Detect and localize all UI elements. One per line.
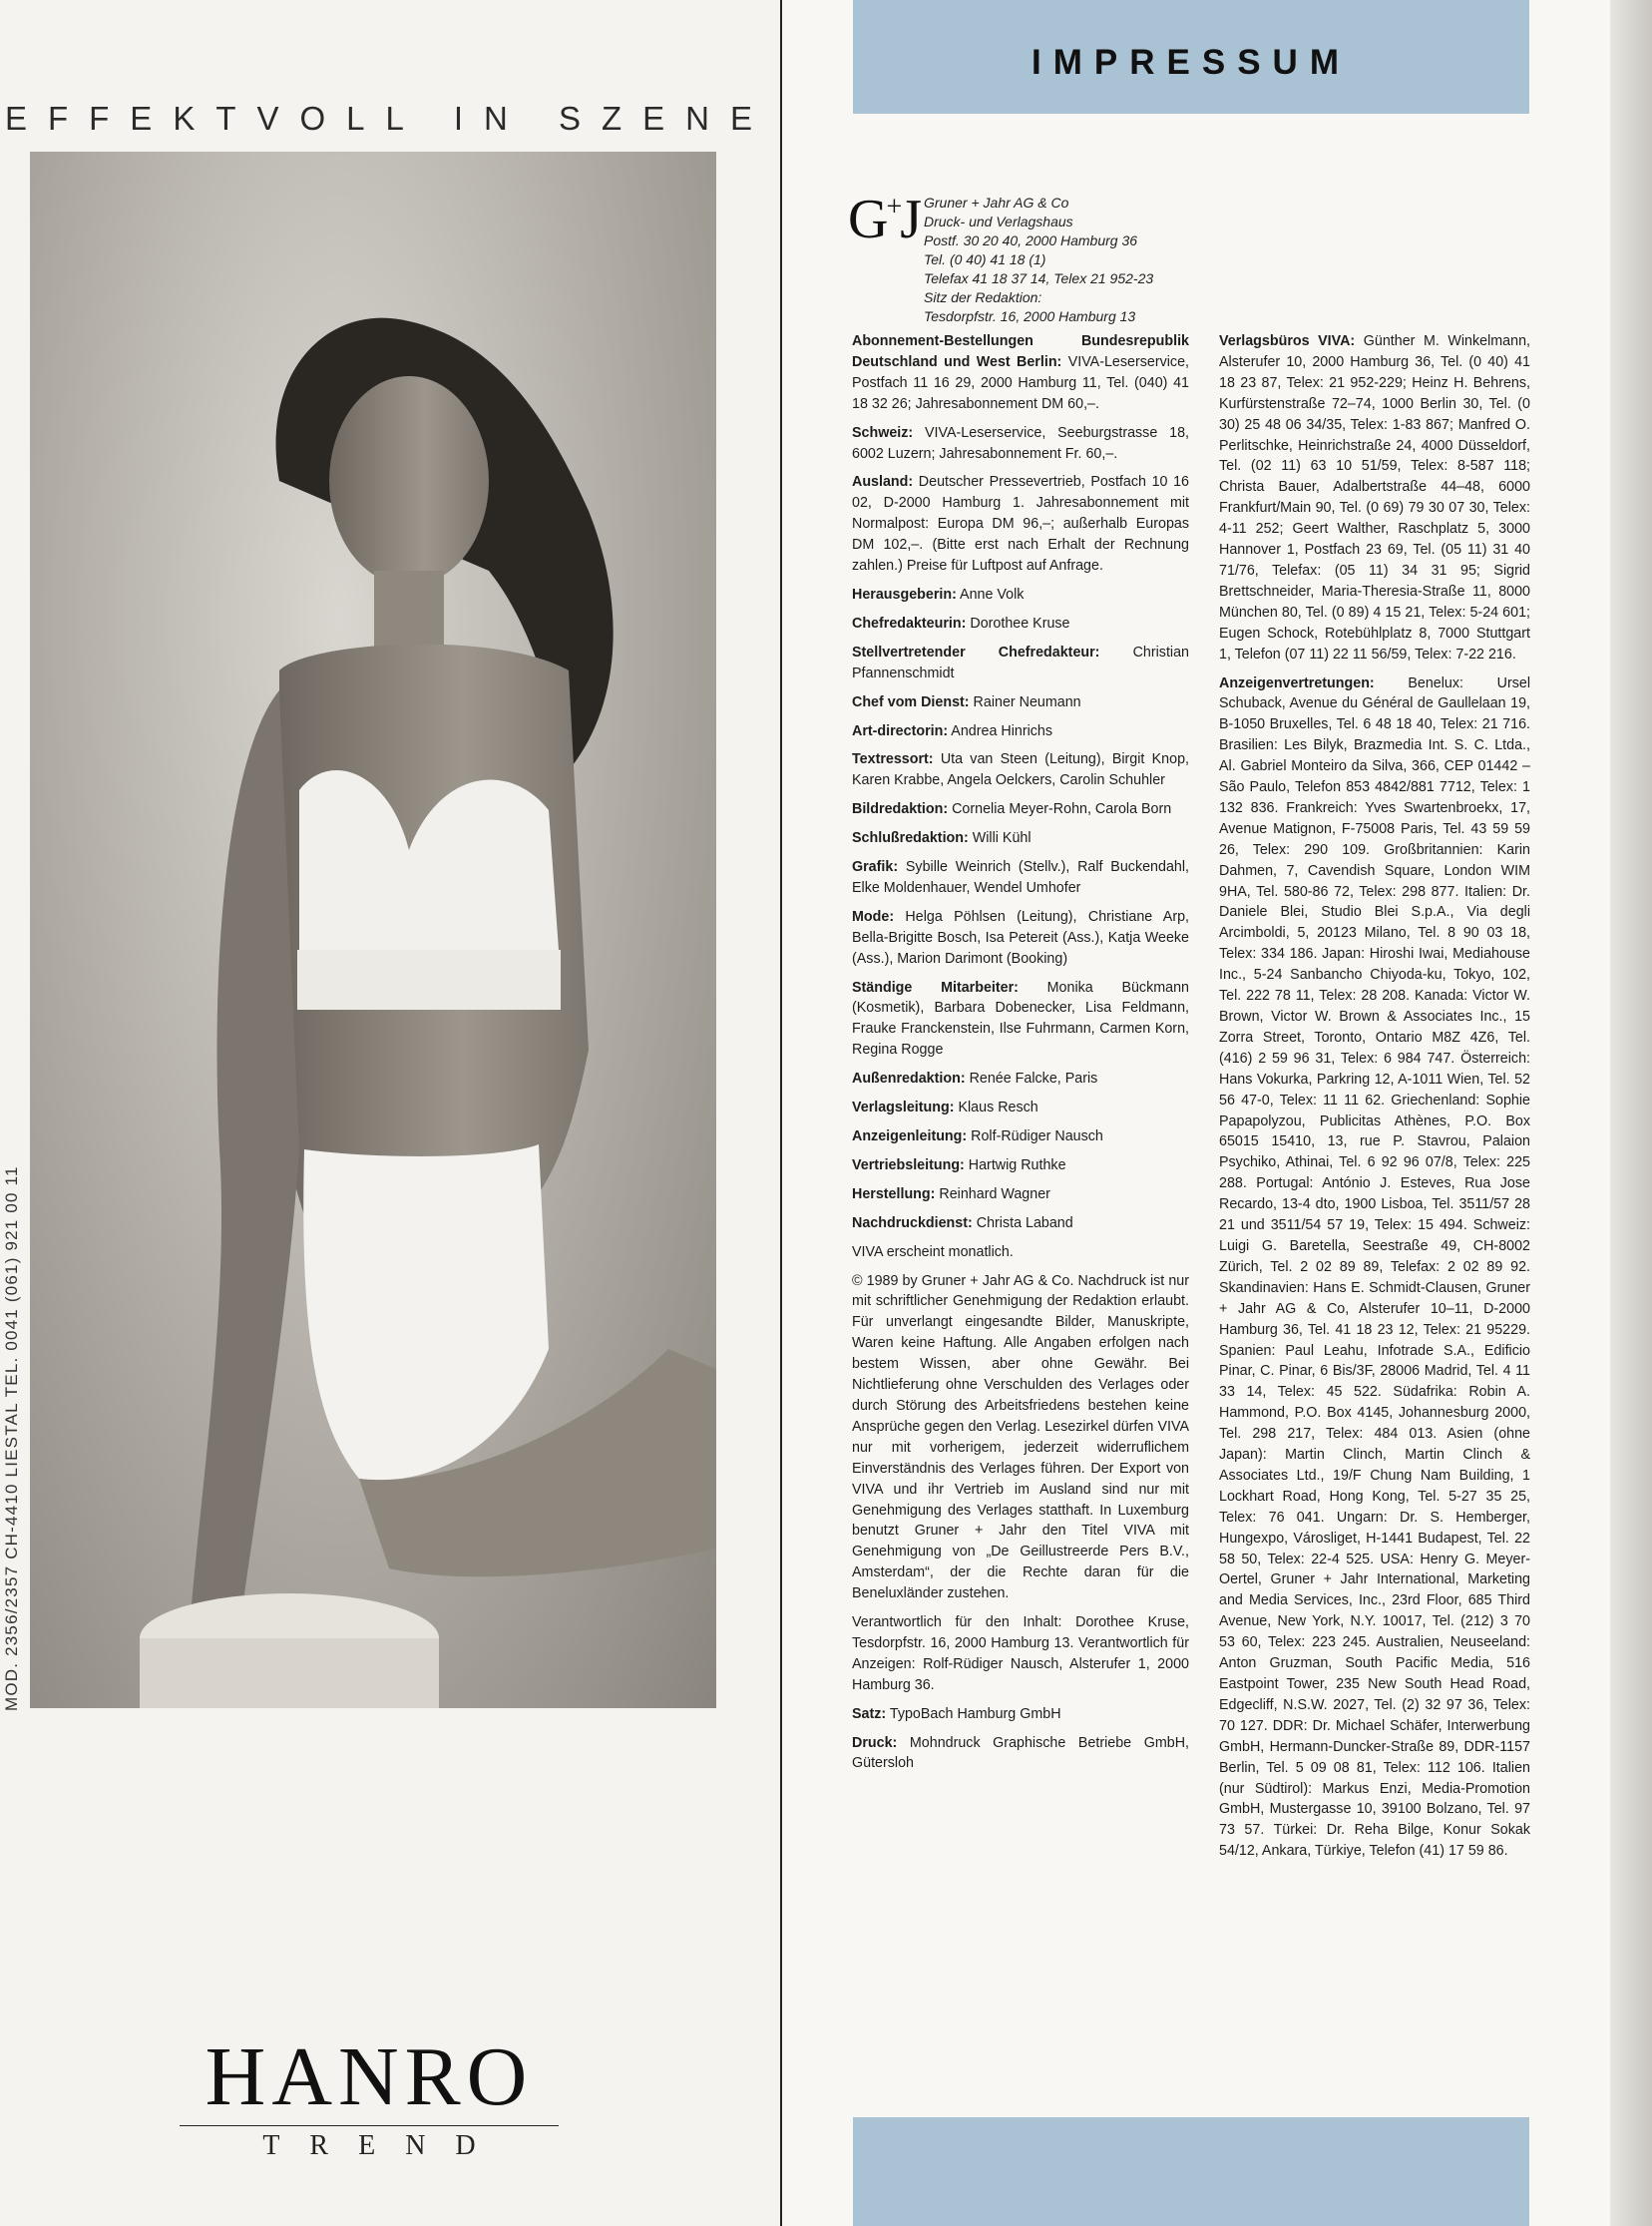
entry-label: Art-directorin: — [852, 722, 949, 739]
entry-text: Sybille Weinrich (Stellv.), Ralf Buckendahl, Elke Moldenhauer, Wendel Umhofer — [852, 859, 1189, 896]
entry-text: Benelux: Ursel Schuback, Avenue du Général de Gaullelaan 19, B-1050 Bruxelles, Tel. 6 48 18 40, Telex: 21 716. Brasilien: Les Bilyk, Brazmedia Int. S. C. Ltda., Al. Gabriel Monteiro da Silva, 366, CEP 01442 – São Paulo, Telefon 853 4842/881 7712, Telex: 1 132 836. Frankreich: Yves Swartenbroekx, 17, Avenue Matignon, F-75008 Paris, Tel. 43 59 59 26, Telex: 290 109. Großbritannien: Karin Dahmen, 7, Cavendish Square, London WIM 9HA, Tel. 580-86 72, Telex: 298 877. Italien: Dr. Daniele Blei, Studio Blei S.p.A., Via degli Arcimboldi, 5, 20123 Milano, Tel. 8 90 03 18, Telex: 334 186. Japan: Hiroshi Iwai, Mediahouse Inc., 5-24 Sanbancho Chiyoda-ku, Tokyo, 102, Tel. 222 78 11, Telex: 28 208. Kanada: Victor W. Brown, Victor W. Brown & Associates Inc., 15 Zorra Street, Toronto, Ontario M8Z 4Z6, Tel. (416) 2 59 96 31, Telex: 6 984 747. Österreich: Hans Vokurka, Parkring 12, A-1011 Wien, Tel. 52 56 47-0, Telex: 11 11 62. Griechenland: Sophie Papapolyzou, Publicitas Athènes, P.O. Box 65015 15410, 13, rue P. Stavrou, Palaion Psychiko, Athinai, Tel. 6 92 96 07/8, Telex: 225 288. Portugal: António J. Esteves, Rua Jose Recardo, 13-4 dto, 1900 Lisboa, Tel. 3511/57 28 21 und 3511/54 57 19, Telex: 15 494. Schweiz: Luigi G. Baretella, Seestraße 49, CH-8002 Zürich, Tel. 2 02 89 89, Telefax: 2 02 89 92. Skandinavien: Hans E. Schmidt-Clausen, Gruner + Jahr AG & Co, Alsterufer 10–11, D-2000 Hamburg 36, Tel. 41 18 23 12, Telex: 21 95229. Spanien: Paul Leahu, Infotrade S.A., Edificio Pinar, C. Pinar, 6 Bis/3F, 28006 Madrid, Tel. 4 11 33 14, Telex: 45 522. Südafrika: Robin A. Hammond, P.O. Box 4145, Johannesburg 2000, Tel. 298 217, Telex: 484 013. Asien (ohne Japan): Martin Clinch, Martin Clinch & Associates Ltd., 19/F Chung Nam Building, 1 Lockhart Road, Hong Kong, Tel. 5-27 35 25, Telex: 76 041. Ungarn: Dr. S. Hemberger, Hungexpo, Városliget, H-1441 Budapest, Tel. 22 58 50, Telex: 22-4 525. USA: Henry G. Meyer-Oertel, Gruner + Jahr International, Marketing and Media Services, Inc., 23rd Floor, 685 Third Avenue, New York, N.Y. 10017, Tel. (212) 3 70 53 60, Telex: 223 245. Australien, Neuseeland: Anton Gruzman, South Pacific Media, 516 Eastpoint Tower, 235 New South Head Road, Edgecliff, N.S.W. 2027, Tel. (2) 32 97 36, Telex: 70 127. DDR: Dr. Michael Schäfer, Interwerbung GmbH, Hermann-Duncker-Straße 89, DDR-1157 Berlin, Tel. 5 09 08 81, Telex: 112 106. Italien (nur Südtirol): Markus Enzi, Media-Promotion GmbH, Mustergasse 10, 39100 Bolzano, Tel. 97 73 57. Türkei: Dr. Reha Bilge, Konur Sokak 54/12, Ankara, Türkiye, Telefon (41) 17 59 86. — [1219, 674, 1530, 1860]
impressum-entry — [852, 1184, 1189, 1205]
entry-text: Günther M. Winkelmann, Alsterufer 10, 2000 Hamburg 36, Tel. (0 40) 41 18 23 87, Telex: 21 952-229; Heinz H. Behrens, Kurfürstenstraße 72–74, 1000 Berlin 30, Tel. (0 30) 25 48 06 34/35, Telex: 1-83 867; Manfred O. Perlitschke, Heinrichstraße 24, 4000 Düsseldorf, Tel. (02 11) 63 10 51/59, Telex: 8-587 118; Christa Bauer, Adalbertstraße 44–48, 6000 Frankfurt/Main 90, Tel. (0 69) 79 30 07 30, Telex: 4-11 252; Geert Walther, Raschplatz 5, 3000 Hannover 1, Postfach 23 69, Tel. (05 11) 31 40 71/76, Telefax: (05 11) 34 31 95; Sigrid Brettschneider, Maria-Theresia-Straße 11, 8000 München 80, Tel. (0 89) 4 15 21, Telex: 5-24 601; Eugen Schock, Rotebühlplatz 8, 7000 Stuttgart 1, Telefon (07 11) 22 11 56/59, Telex: 7-22 216. — [1219, 333, 1531, 663]
logo-plus: + — [886, 192, 901, 223]
entry-text: Anne Volk — [956, 586, 1025, 603]
entry-label: Abonnement-Bestellungen Bundesrepublik Deutschland und West Berlin: — [852, 333, 1189, 370]
impressum-entry — [852, 1213, 1189, 1234]
entry-label: Satz: — [852, 1705, 887, 1722]
impressum-entry — [852, 1155, 1189, 1176]
impressum-entry — [852, 1271, 1189, 1605]
entry-label: Bildredaktion: — [852, 801, 949, 818]
entry-text: Verantwortlich für den Inhalt: Dorothee Kruse, Tesdorpfstr. 16, 2000 Hamburg 13. Verantwortlich für Anzeigen: Rolf-Rüdiger Nausch, Alsterufer 1, 2000 Hamburg 36. — [852, 1614, 1189, 1693]
impressum-entry — [852, 721, 1189, 742]
impressum-entry — [852, 1126, 1189, 1147]
impressum-entry — [852, 857, 1189, 899]
entry-label: Herausgeberin: — [852, 586, 957, 603]
publisher-line: Gruner + Jahr AG & Co — [924, 195, 1069, 211]
entry-label: Verlagsbüros VIVA: — [1219, 333, 1356, 349]
impressum-entry — [852, 799, 1189, 820]
entry-label: Verlagsleitung: — [852, 1100, 955, 1116]
entry-label: Chefredakteurin: — [852, 615, 967, 632]
entry-label: Ständige Mitarbeiter: — [852, 979, 1019, 996]
footer-bar — [853, 2117, 1529, 2226]
entry-label: Druck: — [852, 1734, 898, 1751]
entry-label: Vertriebsleitung: — [852, 1156, 965, 1173]
publisher-line: Tesdorpfstr. 16, 2000 Hamburg 13 — [924, 308, 1136, 324]
impressum-entry — [852, 331, 1189, 415]
publisher-line: Tel. (0 40) 41 18 (1) — [924, 251, 1046, 267]
impressum-entry — [852, 1098, 1189, 1118]
publisher-line: Druck- und Verlagshaus — [924, 214, 1073, 229]
entry-text: Christian Pfannenschmidt — [852, 644, 1189, 681]
entry-label: Anzeigenleitung: — [852, 1128, 968, 1144]
entry-label: Chef vom Dienst: — [852, 693, 970, 710]
entry-text: Helga Pöhlsen (Leitung), Christiane Arp, Bella-Brigitte Bosch, Isa Petereit (Ass.), Katja Weeke (Ass.), Marion Darimont (Booking) — [852, 908, 1189, 967]
impressum-entry — [852, 828, 1189, 849]
impressum-entry — [852, 585, 1189, 606]
model-photo — [30, 152, 716, 1708]
publisher-logo — [848, 189, 921, 250]
brand-logo — [180, 2030, 559, 2162]
page-edge-shadow — [1610, 0, 1652, 2226]
impressum-entry — [852, 978, 1189, 1062]
entry-text: Hartwig Ruthke — [964, 1156, 1066, 1173]
entry-text: Monika Bückmann (Kosmetik), Barbara Dobenecker, Lisa Feldmann, Frauke Franckenstein, Ilse Fuhrmann, Carmen Korn, Regina Rogge — [852, 979, 1189, 1059]
entry-text: Klaus Resch — [954, 1100, 1038, 1116]
entry-text: Willi Kühl — [968, 830, 1032, 847]
entry-label: Anzeigenvertretungen: — [1219, 674, 1375, 691]
entry-label: Ausland: — [852, 474, 914, 491]
entry-label: Schlußredaktion: — [852, 830, 969, 847]
logo-letter-j: J — [900, 189, 921, 250]
publisher-address — [924, 194, 1153, 326]
ad-vertical-info: MOD. 2356/2357 CH-4410 LIESTAL TEL. 0041 (061) 921 00 11 — [2, 1165, 21, 1711]
brand-name: HANRO — [205, 2030, 534, 2123]
title-bar — [853, 0, 1529, 114]
impressum-entry — [1219, 331, 1530, 666]
impressum-entry — [852, 472, 1189, 577]
model-illustration — [30, 152, 716, 1708]
entry-label: Grafik: — [852, 859, 899, 876]
ad-headline: EFFEKTVOLL IN SZENE — [4, 100, 774, 137]
entry-text: Renée Falcke, Paris — [965, 1071, 1098, 1088]
publisher-line: Sitz der Redaktion: — [924, 289, 1042, 305]
impressum-entry — [852, 614, 1189, 635]
brand-divider — [180, 2125, 559, 2126]
impressum-entry — [852, 1242, 1189, 1263]
entry-label: Nachdruckdienst: — [852, 1214, 973, 1231]
entry-text: TypoBach Hamburg GmbH — [886, 1705, 1061, 1722]
logo-letter-g: G — [848, 189, 887, 250]
impressum-entry — [852, 1612, 1189, 1696]
impressum-entry — [852, 1069, 1189, 1090]
impressum-entry — [852, 423, 1189, 465]
entry-text: VIVA-Leserservice, Seeburgstrasse 18, 6002 Luzern; Jahresabonnement Fr. 60,–. — [852, 424, 1189, 462]
entry-text: © 1989 by Gruner + Jahr AG & Co. Nachdruck ist nur mit schriftlicher Genehmigung der Redaktion erlaubt. Für unverlangt eingesandte Bilder, Manuskripte, Waren keine Haftung. Alle Angaben erfolgen nach bestem Wissen, aber ohne Gewähr. Bei Nichtlieferung ohne Verschulden des Verlages oder durch Störung des Arbeitsfriedens bestehen keine Ansprüche gegen den Verlag. Lesezirkel dürfen VIVA nur mit vorherigem, jederzeit widerruflichem Einverständnis des Verlages führen. Der Export von VIVA und ihr Vertrieb im Ausland sind nur mit Genehmigung des Verlages statthaft. In Luxemburg benutzt Gruner + Jahr den Titel VIVA mit Genehmigung von „De Geillustreerde Pers B.V., Amsterdam“, der die Rechte daran für die Beneluxländer zustehen. — [852, 1272, 1189, 1602]
publisher-line: Postf. 30 20 40, 2000 Hamburg 36 — [924, 232, 1138, 248]
advertisement-page — [0, 0, 783, 2226]
entry-label: Schweiz: — [852, 424, 914, 441]
impressum-column-1 — [852, 331, 1189, 1782]
entry-label: Herstellung: — [852, 1185, 936, 1202]
impressum-entry — [852, 1704, 1189, 1725]
entry-text: Rolf-Rüdiger Nausch — [967, 1128, 1103, 1144]
entry-text: Andrea Hinrichs — [948, 722, 1053, 739]
impressum-entry — [852, 1733, 1189, 1775]
entry-label: Stellvertretender Chefredakteur: — [852, 644, 1100, 661]
impressum-column-2 — [1219, 331, 1530, 1870]
entry-text: Reinhard Wagner — [935, 1185, 1050, 1202]
entry-text: Cornelia Meyer-Rohn, Carola Born — [948, 801, 1172, 818]
entry-text: Deutscher Pressevertrieb, Postfach 10 16 02, D-2000 Hamburg 1. Jahresabonnement mit Normalpost: Europa DM 96,–; außerhalb Europas DM 102,–. (Bitte erst nach Erhalt der Rechnung zahlen.) Preise für Luftpost auf Anfrage. — [852, 474, 1189, 575]
impressum-entry — [852, 692, 1189, 713]
impressum-entry — [852, 643, 1189, 684]
entry-text: VIVA erscheint monatlich. — [852, 1243, 1014, 1260]
page-title: IMPRESSUM — [1032, 43, 1351, 82]
entry-label: Textressort: — [852, 751, 934, 768]
entry-text: Dorothee Kruse — [966, 615, 1070, 632]
impressum-entry — [852, 907, 1189, 970]
impressum-page — [782, 0, 1652, 2226]
entry-text: Rainer Neumann — [969, 693, 1081, 710]
entry-text: Mohndruck Graphische Betriebe GmbH, Gütersloh — [852, 1734, 1189, 1772]
entry-text: Uta van Steen (Leitung), Birgit Knop, Karen Krabbe, Angela Oelckers, Carolin Schuhler — [852, 751, 1189, 789]
impressum-entry — [1219, 673, 1530, 1863]
impressum-entry — [852, 749, 1189, 791]
publisher-line: Telefax 41 18 37 14, Telex 21 952-23 — [924, 270, 1154, 286]
entry-label: Außenredaktion: — [852, 1071, 966, 1088]
entry-text: Christa Laband — [972, 1214, 1073, 1231]
entry-label: Mode: — [852, 908, 895, 925]
brand-subtitle: TREND — [262, 2130, 506, 2161]
entry-text: VIVA-Leserservice, Postfach 11 16 29, 2000 Hamburg 11, Tel. (040) 41 18 32 26; Jahresabonnement DM 60,–. — [852, 353, 1189, 412]
